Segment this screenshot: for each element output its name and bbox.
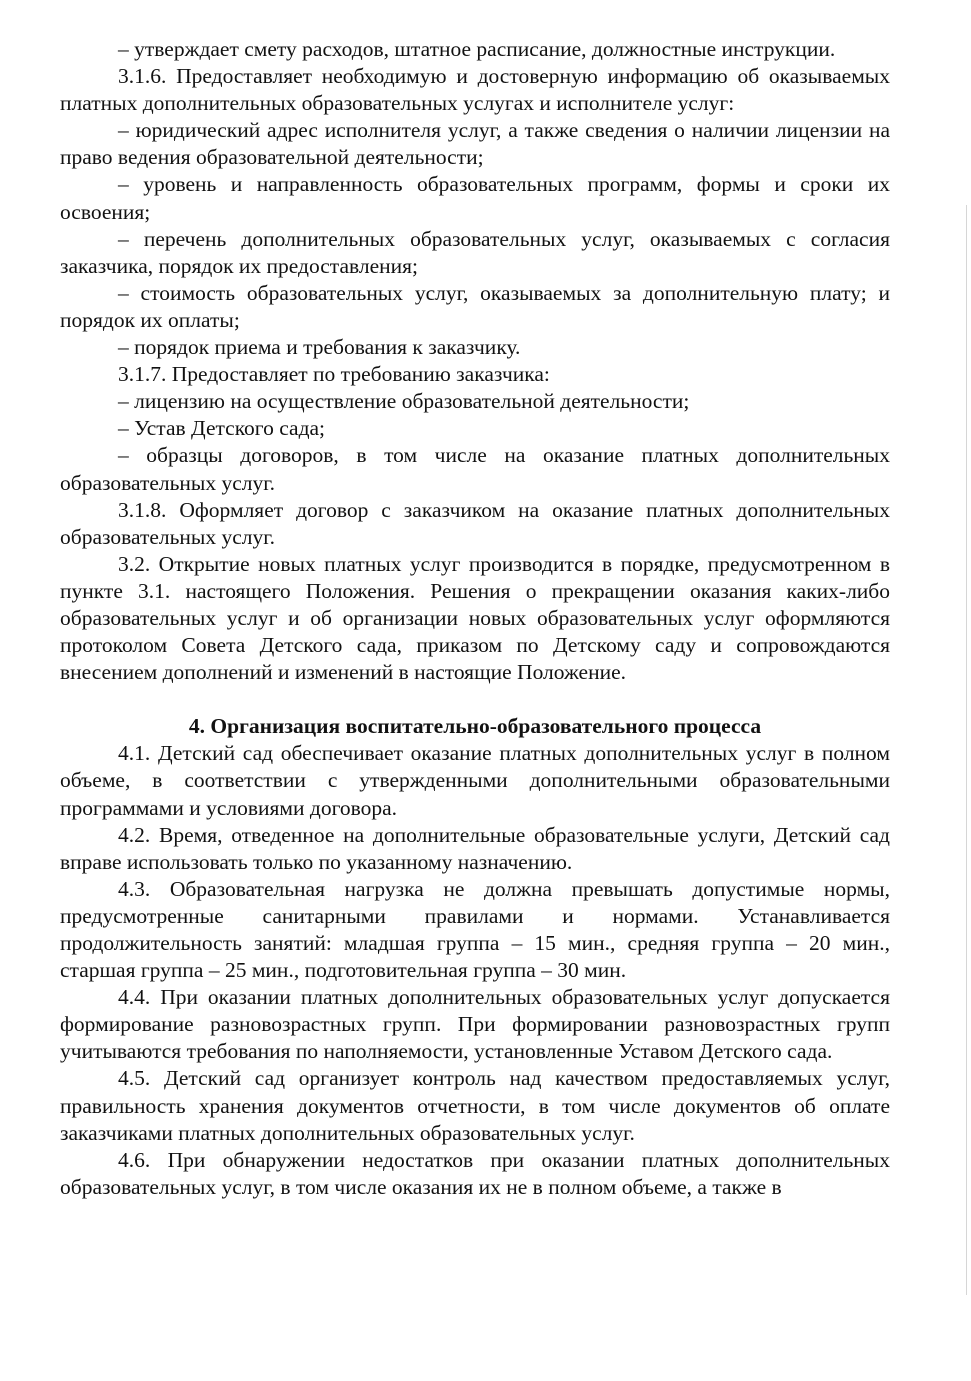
list-item-services-cost: – стоимость образовательных услуг, оказываемых за дополнительную плату; и порядок их оплаты; xyxy=(60,280,890,332)
paragraph-3-1-8: 3.1.8. Оформляет договор с заказчиком на оказание платных дополнительных образовательных услуг. xyxy=(60,497,890,549)
scan-edge-divider xyxy=(966,205,967,1295)
section-heading-4: 4. Организация воспитательно-образовательного процесса xyxy=(188,714,762,739)
document-page xyxy=(60,36,890,1201)
paragraph-approves-estimate: – утверждает смету расходов, штатное расписание, должностные инструкции. xyxy=(118,37,836,61)
paragraph-4-2: 4.2. Время, отведенное на дополнительные образовательные услуги, Детский сад вправе использовать только по указанному назначению. xyxy=(60,822,890,874)
paragraph-4-3: 4.3. Образовательная нагрузка не должна превышать допустимые нормы, предусмотренные санитарными правилами и нормами. Устанавливается продолжительность занятий: младшая группа – 15 мин., средняя группа – 20 мин., старшая группа – 25 мин., подготовительная группа – 30 мин. xyxy=(60,876,890,983)
list-item-services-list: – перечень дополнительных образовательных услуг, оказываемых с согласия заказчика, порядок их предоставления; xyxy=(60,226,890,278)
paragraph-4-6: 4.6. При обнаружении недостатков при оказании платных дополнительных образовательных услуг, в том числе оказания их не в полном объеме, а также в xyxy=(60,1147,890,1199)
list-item-legal-address: – юридический адрес исполнителя услуг, а также сведения о наличии лицензии на право ведения образовательной деятельности; xyxy=(60,118,890,170)
paragraph-3-2: 3.2. Открытие новых платных услуг производится в порядке, предусмотренном в пункте 3.1. настоящего Положения. Решения о прекращении оказания каких-либо образовательных услуг и об организации новых образовательных услуг оформляются протоколом Совета Детского сада, приказом по Детскому саду и сопровождаются внесением дополнений и изменений в настоящие Положение. xyxy=(60,551,890,685)
paragraph-4-1: 4.1. Детский сад обеспечивает оказание платных дополнительных услуг в полном объеме, в соответствии с утвержденными дополнительными образовательными программами и условиями договора. xyxy=(60,741,890,820)
paragraph-3-1-7: 3.1.7. Предоставляет по требованию заказчика: xyxy=(118,362,550,387)
list-item-contract-samples: – образцы договоров, в том числе на оказание платных дополнительных образовательных услуг. xyxy=(60,443,890,495)
paragraph-4-5: 4.5. Детский сад организует контроль над качеством предоставляемых услуг, правильность хранения документов отчетности, в том числе документов об оплате заказчиками платных дополнительных образовательных услуг. xyxy=(60,1066,890,1145)
list-item-license: – лицензию на осуществление образовательной деятельности; xyxy=(118,389,690,414)
paragraph-3-1-6: 3.1.6. Предоставляет необходимую и достоверную информацию об оказываемых платных дополнительных образовательных услугах и исполнителе услуг: xyxy=(60,64,890,116)
list-item-admission-order: – порядок приема и требования к заказчику. xyxy=(118,335,521,360)
list-item-program-level: – уровень и направленность образовательных программ, формы и сроки их освоения; xyxy=(60,172,890,224)
list-item-charter: – Устав Детского сада; xyxy=(118,416,326,441)
paragraph-4-4: 4.4. При оказании платных дополнительных образовательных услуг допускается формирование разновозрастных групп. При формировании разновозрастных групп учитываются требования по наполняемости, установленные Уставом Детского сада. xyxy=(60,985,890,1064)
